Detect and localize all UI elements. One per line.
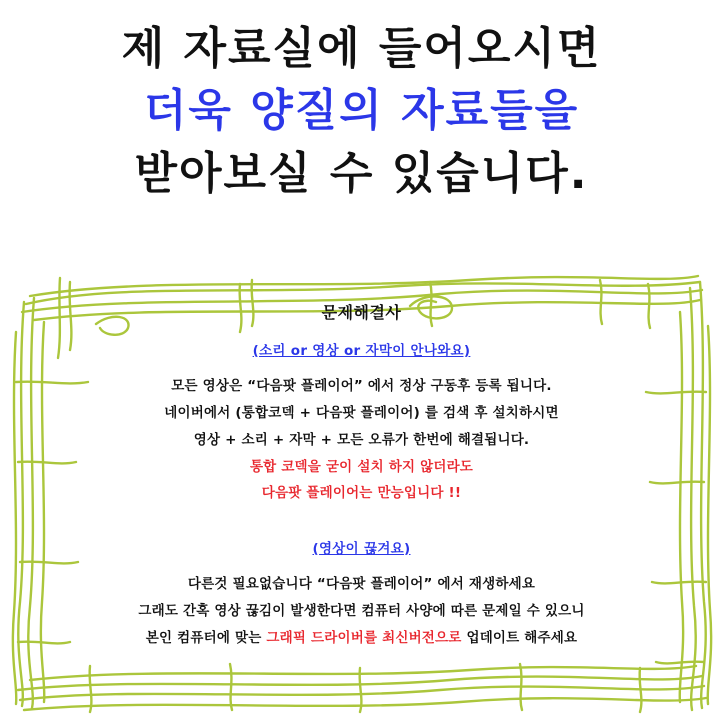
section-1-warning-2: 다음팟 플레이어는 만능입니다 !! <box>261 485 462 502</box>
panel-title: 문제해결사 <box>321 303 402 322</box>
section-1-warning-1: 통합 코덱을 굳이 설치 하지 않더라도 <box>249 459 474 475</box>
section-1-line-2: 네이버에서 (통합코덱 + 다음팟 플레이어) 를 검색 후 설치하시면 <box>164 405 559 421</box>
section-2-line-3 <box>60 625 663 652</box>
section-1-line-3: 영상 + 소리 + 자막 + 모든 오류가 한번에 해결됩니다. <box>193 432 530 448</box>
section-1-subtitle: (소리 or 영상 or 자막이 안나와요) <box>252 343 471 359</box>
section-2-line-3-highlight: 그래픽 드라이버를 최신버전으로 <box>266 629 462 646</box>
headline-line-2: 더욱 양질의 자료들을 <box>143 85 580 137</box>
headline-block <box>0 18 723 205</box>
section-2-line-3-pre: 본인 컴퓨터에 맞는 <box>145 629 267 646</box>
headline-line-1: 제 자료실에 들어오시면 <box>121 23 602 74</box>
section-divider-space <box>60 507 663 537</box>
section-2-subtitle: (영상이 끊겨요) <box>312 540 411 557</box>
content-panel <box>60 300 663 652</box>
headline-line-3: 받아보실 수 있습니다. <box>134 147 589 199</box>
section-2-line-3-post: 업데이트 해주세요 <box>461 629 578 646</box>
section-1-line-1: 모든 영상은 “다음팟 플레이어” 에서 정상 구동후 등록 됩니다. <box>171 378 552 394</box>
section-2-line-1: 다른것 필요없습니다 “다음팟 플레이어” 에서 재생하세요 <box>187 575 536 592</box>
section-2-line-2: 그래도 간혹 영상 끊김이 발생한다면 컴퓨터 사양에 따른 문제일 수 있으니 <box>138 602 585 619</box>
